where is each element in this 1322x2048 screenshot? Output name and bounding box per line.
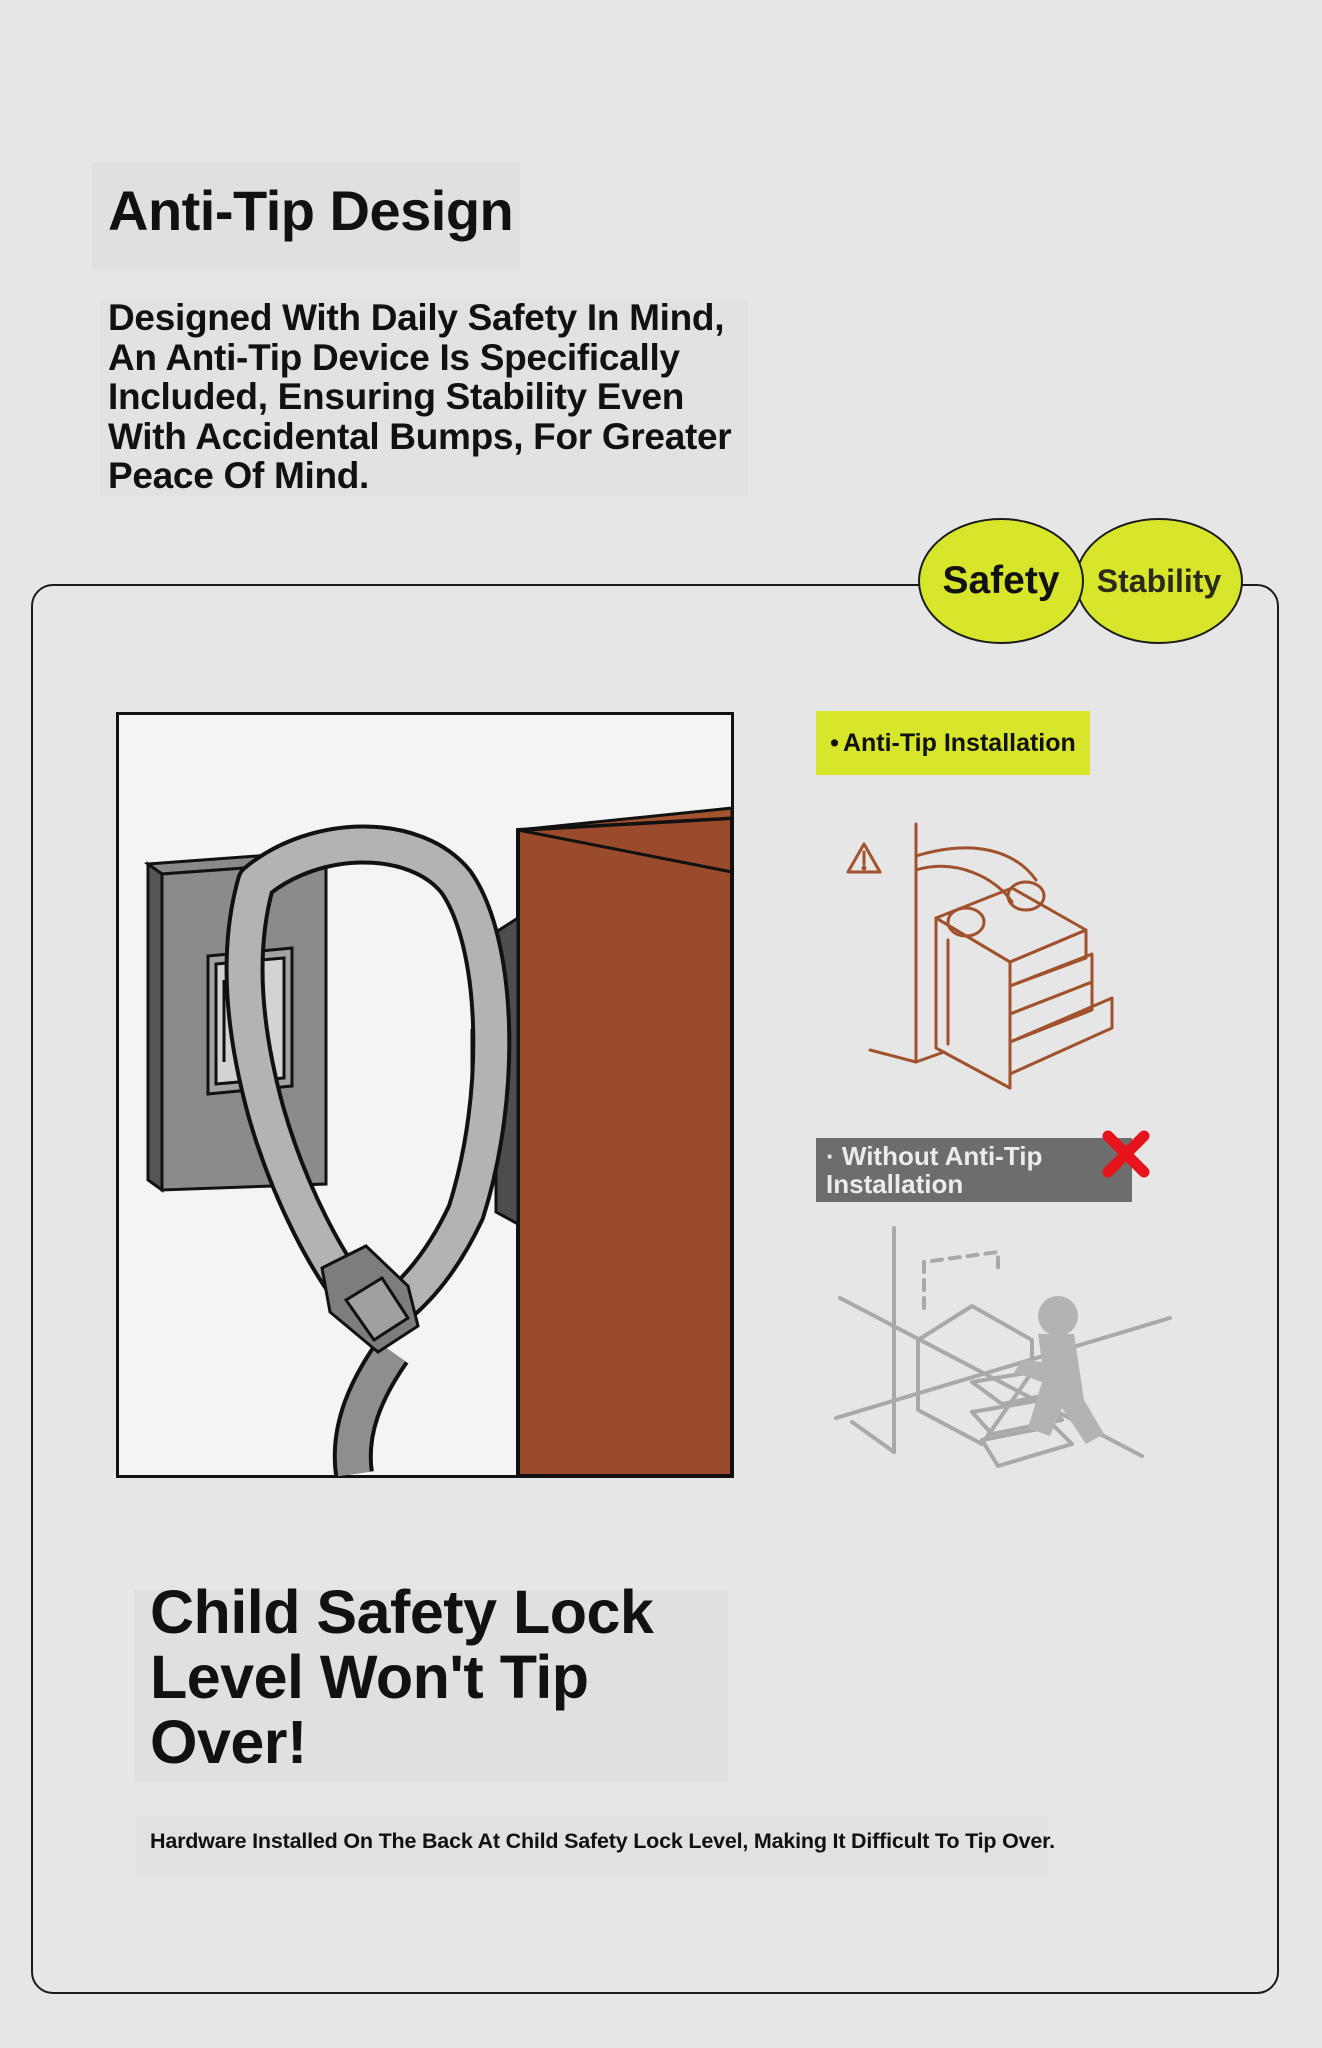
headline: Child Safety Lock Level Won't Tip Over!	[150, 1578, 654, 1776]
page-title: Anti-Tip Design	[108, 179, 514, 242]
dresser-anchored-icon	[836, 818, 1126, 1090]
dresser-tipping-icon	[822, 1222, 1174, 1484]
with-anti-tip-tag	[816, 711, 1090, 775]
stability-badge-label: Stability	[1096, 562, 1222, 599]
without-anti-tip-tag	[816, 1138, 1132, 1202]
with-anti-tip-label: Anti-Tip Installation	[842, 728, 1076, 757]
red-x-icon	[1100, 1128, 1152, 1180]
without-anti-tip-label: · Without Anti-Tip Installation	[826, 1141, 1043, 1199]
stability-badge	[1075, 518, 1243, 644]
safety-badge-label: Safety	[942, 559, 1060, 602]
anti-tip-strap-illustration	[116, 712, 734, 1478]
footnote: Hardware Installed On The Back At Child Safety Lock Level, Making It Difficult To Tip Over.	[150, 1829, 1055, 1853]
safety-badge	[918, 518, 1084, 644]
bullet: •	[830, 728, 839, 757]
intro-text: Designed With Daily Safety In Mind, An Anti-Tip Device Is Specifically Included, Ensuring Stability Even With Accidental Bumps, For Greater Peace Of Mind.	[108, 297, 732, 496]
